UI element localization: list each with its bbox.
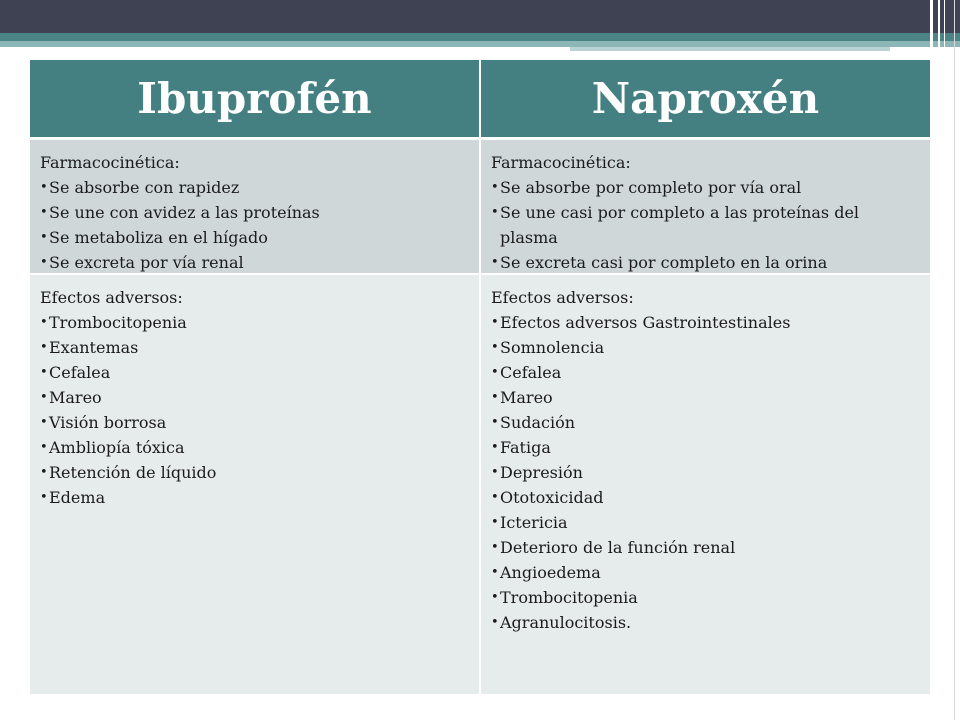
list-item: • Visión borrosa (40, 410, 469, 435)
slide-accent-band (0, 33, 960, 41)
list-item: • Cefalea (40, 360, 469, 385)
list-item: • Retención de líquido (40, 460, 469, 485)
bullet-list (40, 310, 469, 510)
list-item: • Sudación (491, 410, 920, 435)
list-item: • Se metaboliza en el hígado (40, 225, 469, 250)
list-item: • Mareo (491, 385, 920, 410)
decorative-rail (930, 0, 933, 66)
list-item: • Efectos adversos Gastrointestinales (491, 310, 920, 335)
list-item: • Se une casi por completo a las proteínas del plasma (491, 200, 920, 250)
column-header-naproxen: Naproxén (481, 60, 930, 137)
list-item: • Somnolencia (491, 335, 920, 360)
bullet-list (40, 175, 469, 275)
list-item: • Cefalea (491, 360, 920, 385)
list-item: • Se excreta por vía renal (40, 250, 469, 275)
pharmacokinetics-cell-ibuprofen (30, 137, 481, 273)
cell-title: Efectos adversos: (40, 288, 183, 307)
list-item: • Se absorbe por completo por vía oral (491, 175, 920, 200)
slide-top-bar (0, 0, 960, 33)
list-item: • Depresión (491, 460, 920, 485)
list-item: • Ototoxicidad (491, 485, 920, 510)
list-item: • Se excreta casi por completo en la orina (491, 250, 920, 275)
column-header-ibuprofen: Ibuprofén (30, 60, 481, 137)
cell-title: Farmacocinética: (40, 153, 180, 172)
slide-edge-line (954, 0, 955, 720)
list-item: • Exantemas (40, 335, 469, 360)
decorative-rail (944, 0, 945, 66)
adverse-effects-cell-naproxen (481, 273, 930, 694)
slide-accent-stripe (570, 47, 890, 51)
bullet-list (491, 310, 920, 635)
cell-title: Efectos adversos: (491, 288, 634, 307)
list-item: • Fatiga (491, 435, 920, 460)
list-item: • Se une con avidez a las proteínas (40, 200, 469, 225)
list-item: • Agranulocitosis. (491, 610, 920, 635)
list-item: • Angioedema (491, 560, 920, 585)
list-item: • Ambliopía tóxica (40, 435, 469, 460)
list-item: • Ictericia (491, 510, 920, 535)
list-item: • Edema (40, 485, 469, 510)
adverse-effects-cell-ibuprofen (30, 273, 481, 694)
cell-title: Farmacocinética: (491, 153, 631, 172)
list-item: • Trombocitopenia (40, 310, 469, 335)
decorative-rail (938, 0, 940, 66)
list-item: • Deterioro de la función renal (491, 535, 920, 560)
list-item: • Mareo (40, 385, 469, 410)
comparison-table (30, 60, 930, 694)
bullet-list (491, 175, 920, 275)
pharmacokinetics-cell-naproxen (481, 137, 930, 273)
list-item: • Se absorbe con rapidez (40, 175, 469, 200)
list-item: • Trombocitopenia (491, 585, 920, 610)
